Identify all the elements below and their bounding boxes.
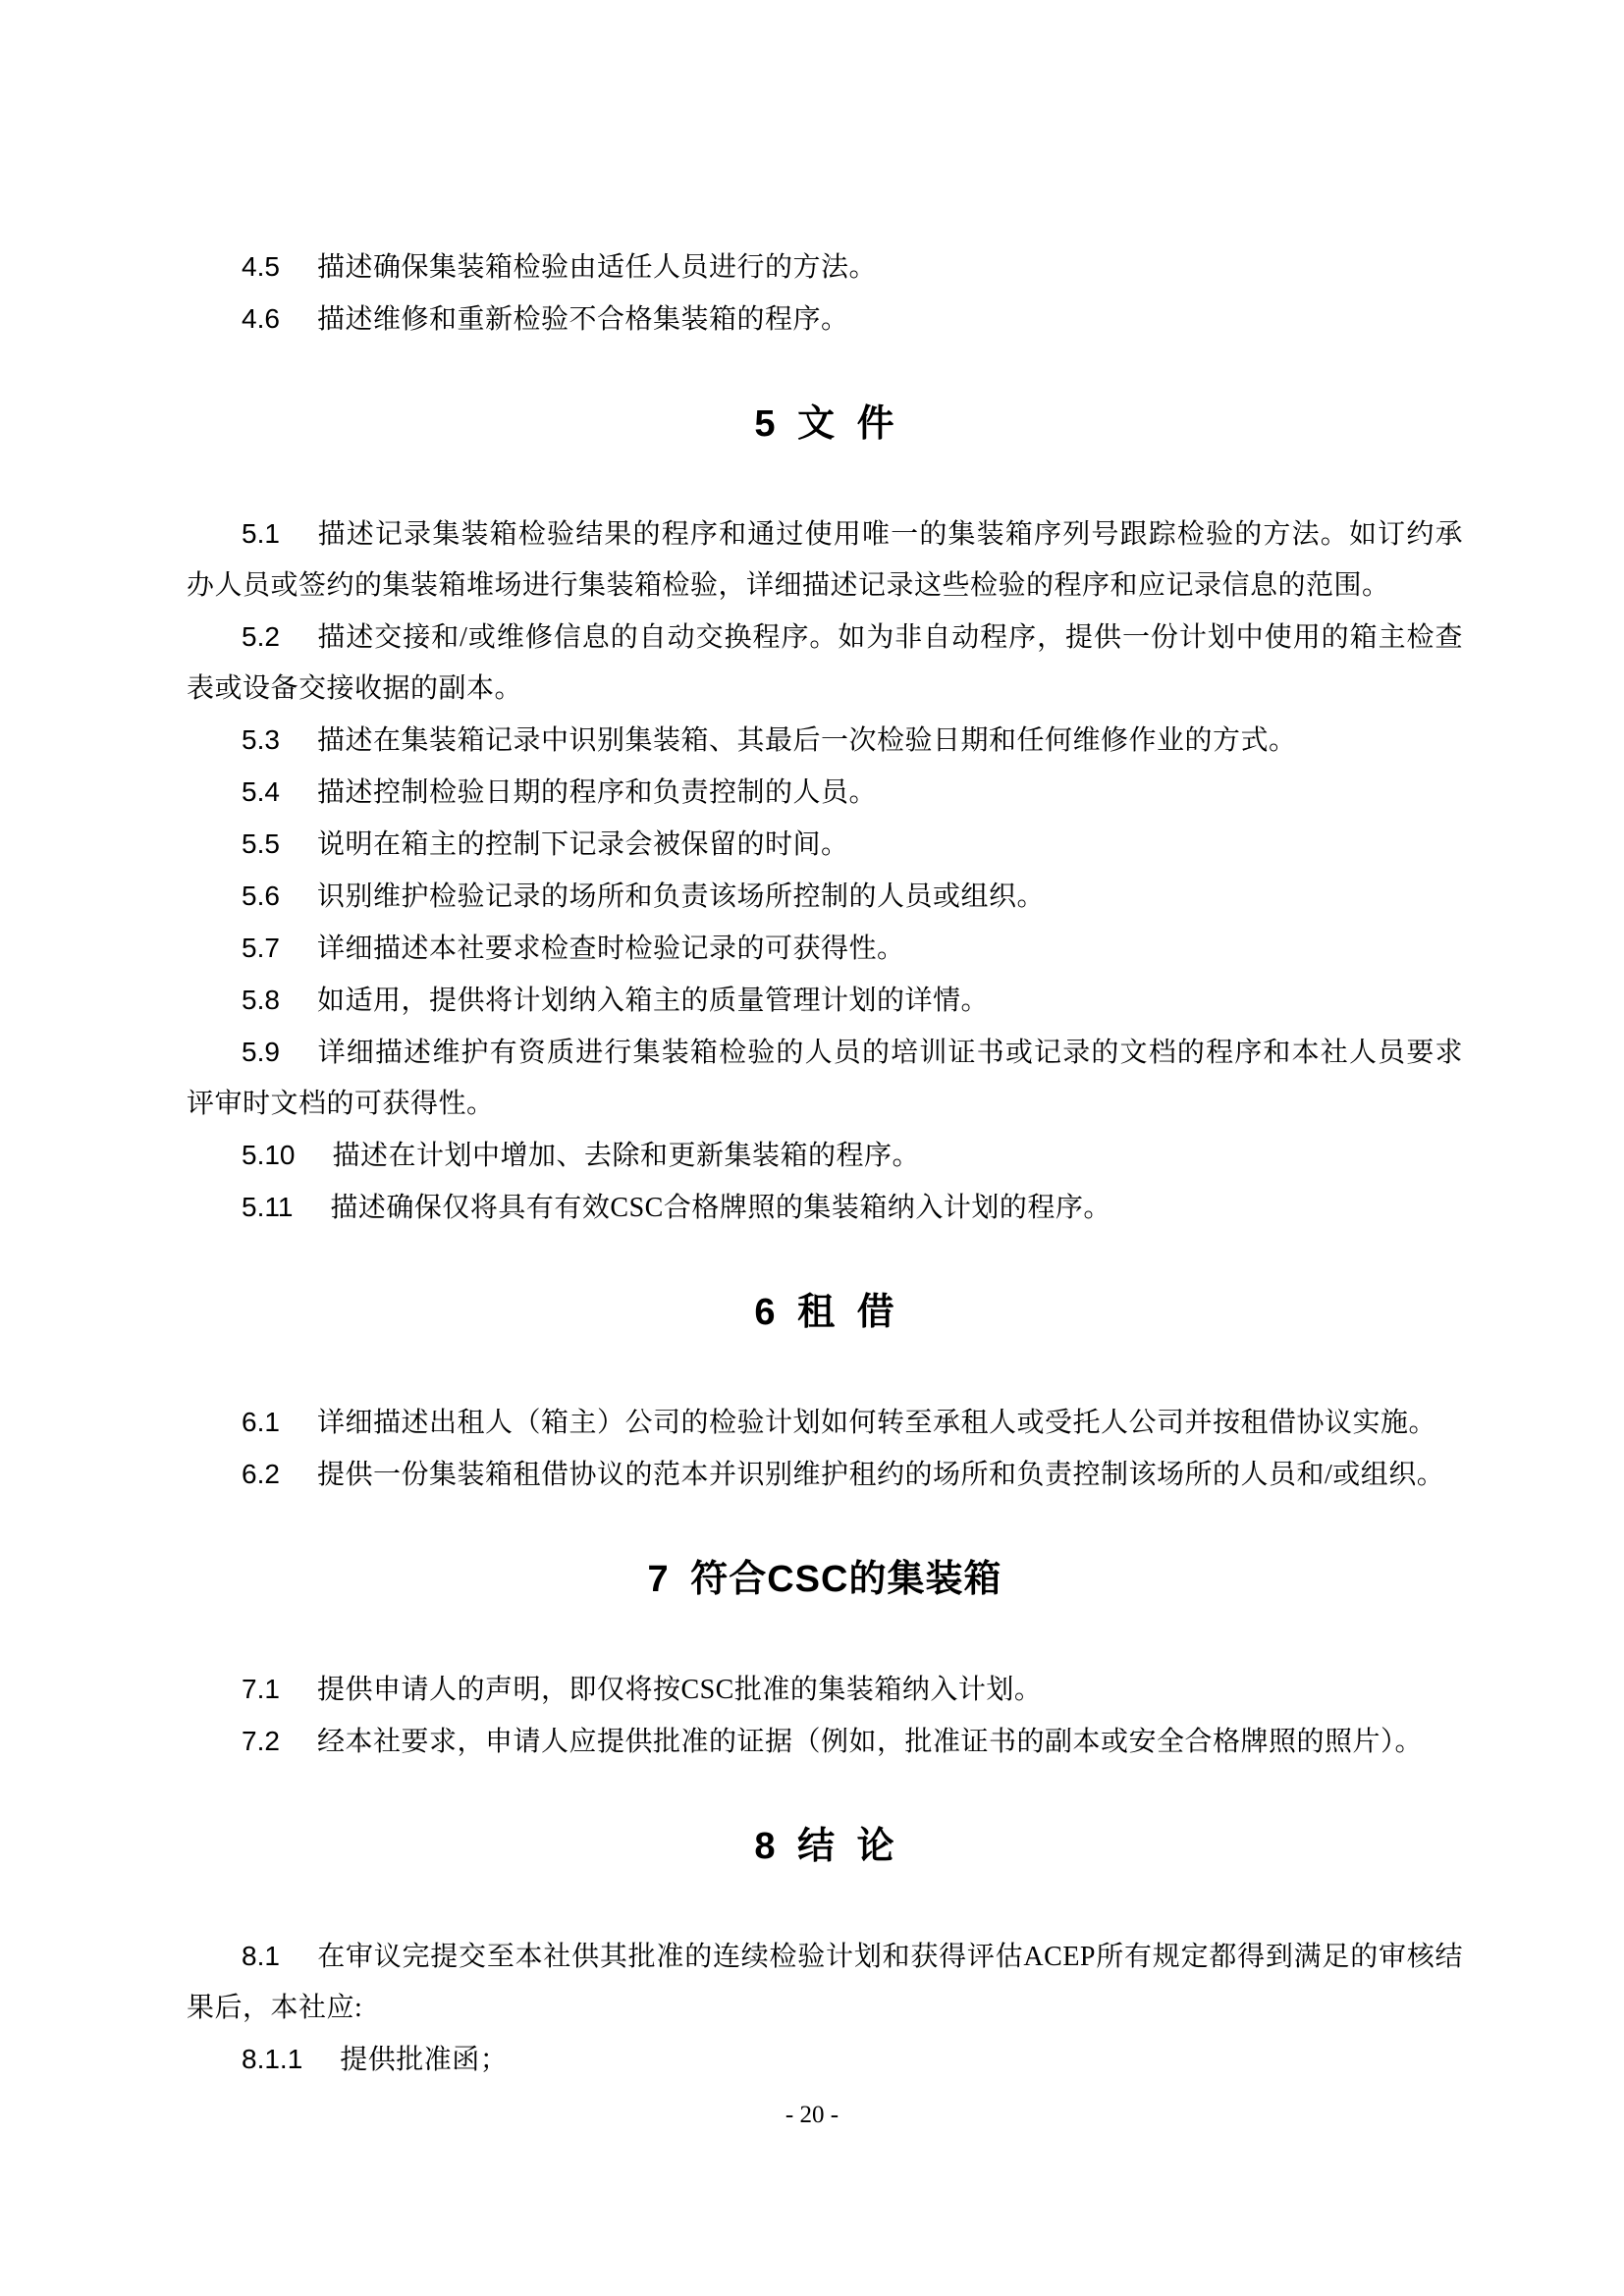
clause-text: 详细描述出租人（箱主）公司的检验计划如何转至承租人或受托人公司并按租借协议实施。 (316, 1408, 1436, 1438)
clause-text: 提供申请人的声明，即仅将按CSC批准的集装箱纳入计划。 (316, 1675, 1043, 1705)
clause-number: 5.2 (242, 621, 280, 652)
clause (187, 1027, 1463, 1130)
clause (187, 715, 1463, 767)
clause-number: 5.9 (242, 1037, 280, 1067)
clause-text: 描述维修和重新检验不合格集装箱的程序。 (316, 304, 849, 335)
clause-number: 5.10 (242, 1140, 296, 1170)
clause-number: 5.11 (242, 1192, 294, 1222)
page-number: - 20 - (785, 2102, 839, 2128)
clause-number: 4.5 (242, 251, 280, 282)
document-body (187, 241, 1463, 2086)
clause (187, 508, 1463, 612)
section-heading: 7 符合CSC的集装箱 (647, 1559, 1002, 1600)
clause (187, 1130, 1463, 1182)
clause-number: 5.6 (242, 881, 280, 911)
clause-number: 6.1 (242, 1407, 280, 1437)
clause-number: 4.6 (242, 303, 280, 334)
clause (187, 923, 1463, 975)
clause-number: 5.1 (242, 518, 280, 549)
clause-text: 描述交接和/或维修信息的自动交换程序。如为非自动程序，提供一份计划中使用的箱主检查表或设备交接收据的副本。 (187, 622, 1463, 704)
section-heading: 8 结 论 (754, 1826, 895, 1867)
clause-text: 识别维护检验记录的场所和负责该场所控制的人员或组织。 (316, 881, 1045, 912)
clause-text: 说明在箱主的控制下记录会被保留的时间。 (316, 829, 849, 860)
clause-number: 7.2 (242, 1726, 280, 1756)
clause-number: 6.2 (242, 1459, 280, 1489)
clause-text: 在审议完提交至本社供其批准的连续检验计划和获得评估ACEP所有规定都得到满足的审核结果后，本社应: (187, 1942, 1463, 2023)
section-heading: 5 文 件 (754, 403, 895, 445)
clause (187, 1449, 1463, 1501)
clause-number: 8.1 (242, 1941, 280, 1971)
clause (187, 871, 1463, 923)
clause (187, 975, 1463, 1027)
clause-text: 经本社要求，申请人应提供批准的证据（例如，批准证书的副本或安全合格牌照的照片）。 (316, 1727, 1423, 1757)
clause-text: 详细描述本社要求检查时检验记录的可获得性。 (316, 934, 905, 964)
clause (187, 1716, 1463, 1768)
clause-text: 描述确保集装箱检验由适任人员进行的方法。 (316, 252, 877, 283)
clause (187, 1931, 1463, 2034)
clause-text: 如适用，提供将计划纳入箱主的质量管理计划的详情。 (316, 986, 989, 1016)
clause (187, 2034, 1463, 2086)
clause (187, 1397, 1463, 1449)
section-heading: 6 租 借 (754, 1292, 895, 1333)
clause-number: 5.8 (242, 985, 280, 1015)
clause (187, 1182, 1463, 1234)
clause (187, 612, 1463, 715)
clause-text: 描述在集装箱记录中识别集装箱、其最后一次检验日期和任何维修作业的方式。 (316, 725, 1297, 756)
clause-number: 5.5 (242, 828, 280, 859)
clause-number: 7.1 (242, 1674, 280, 1704)
clause (187, 241, 1463, 294)
clause-number: 5.4 (242, 776, 280, 807)
clause-text: 详细描述维护有资质进行集装箱检验的人员的培训证书或记录的文档的程序和本社人员要求评审时文档的可获得性。 (187, 1038, 1463, 1119)
clause-number: 8.1.1 (242, 2044, 303, 2074)
clause (187, 819, 1463, 871)
clause-number: 5.3 (242, 724, 280, 755)
clause-text: 描述在计划中增加、去除和更新集装箱的程序。 (332, 1141, 921, 1171)
clause-text: 描述控制检验日期的程序和负责控制的人员。 (316, 777, 877, 808)
clause-text: 描述确保仅将具有有效CSC合格牌照的集装箱纳入计划的程序。 (330, 1193, 1111, 1223)
clause-text: 描述记录集装箱检验结果的程序和通过使用唯一的集装箱序列号跟踪检验的方法。如订约承办人员或签约的集装箱堆场进行集装箱检验，详细描述记录这些检验的程序和应记录信息的范围。 (187, 519, 1463, 601)
clause-number: 5.7 (242, 933, 280, 963)
clause (187, 767, 1463, 819)
clause (187, 294, 1463, 346)
clause-text: 提供一份集装箱租借协议的范本并识别维护租约的场所和负责控制该场所的人员和/或组织。 (316, 1460, 1445, 1490)
clause (187, 1664, 1463, 1716)
clause-text: 提供批准函； (340, 2045, 509, 2075)
